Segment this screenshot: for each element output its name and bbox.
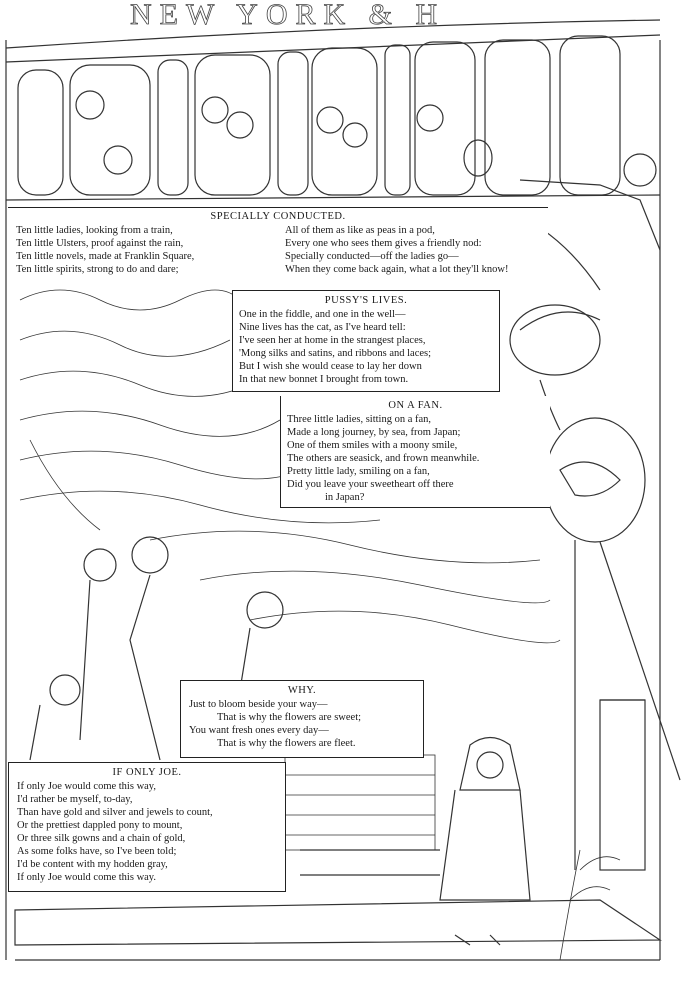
poem-line: If only Joe would come this way, [17,781,157,792]
poem-line: Ten little spirits, strong to do and dare; [16,264,179,275]
poem-line: But I wish she would cease to lay her down [239,361,422,372]
train-window [312,48,377,195]
poem-line: Than have gold and silver and jewels to count, [17,807,213,818]
poem-line: Or the prettiest dappled pony to mount, [17,820,183,831]
poem-line: As some folks have, so I've been told; [17,846,177,857]
poem-line: Ten little ladies, looking from a train, [16,225,173,236]
brick-wall [285,755,435,850]
poem-title: WHY. [287,685,317,696]
poem-line: Pretty little lady, smiling on a fan, [287,466,430,477]
poem-line: In that new bonnet I brought from town. [239,374,409,385]
train-window [485,40,550,195]
house-doorway [575,540,645,870]
poem-line: All of them as like as peas in a pod, [285,225,435,236]
train-window [560,36,620,195]
poem-line: 'Mong silks and satins, and ribbons and laces; [239,348,432,359]
poem-line: That is why the flowers are sweet; [217,712,362,723]
poem-line: You want fresh ones every day— [189,725,329,736]
poem-line: If only Joe would come this way. [17,872,157,883]
poem-line: Just to bloom beside your way— [189,699,328,710]
poem-pussys-lives [232,290,500,392]
poem-line: When they come back again, what a lot they'll know! [285,264,509,275]
train-window [385,45,410,195]
potted-plant [560,850,620,960]
train-window [158,60,188,195]
poem-line: Or three silk gowns and a chain of gold, [17,833,186,844]
poem-title: PUSSY'S LIVES. [324,295,408,306]
poem-line: One in the fiddle, and one in the well— [239,309,406,320]
masthead: NEW YORK & H [130,0,446,31]
poem-line: Ten little Ulsters, proof against the rain, [16,238,184,249]
poem-on-a-fan [280,396,550,508]
poem-line: Nine lives has the cat, as I've heard tell: [239,322,406,333]
poem-line: I'd be content with my hodden gray, [17,859,168,870]
poem-line: Made a long journey, by sea, from Japan; [287,427,461,438]
girl-figure [440,738,530,946]
poem-line: Ten little novels, made at Franklin Square, [16,251,195,262]
train-window [195,55,270,195]
poem-line: Three little ladies, sitting on a fan, [287,414,432,425]
poem-title: SPECIALLY CONDUCTED. [210,211,346,222]
poem-line: Specially conducted—off the ladies go— [285,251,459,262]
poem-line: Did you leave your sweetheart off there [287,479,454,490]
poem-title: ON A FAN. [388,400,443,411]
train-window [415,42,475,195]
poem-title: IF ONLY JOE. [112,767,182,778]
poem-line: That is why the flowers are fleet. [217,738,356,749]
poem-line: in Japan? [325,492,365,503]
train-window [70,65,150,195]
poem-specially-conducted [8,207,548,281]
poem-line: I've seen her at home in the strangest places, [239,335,426,346]
poem-if-only-joe [8,762,286,892]
train-window [18,70,63,195]
poem-why [180,680,424,758]
poem-line: I'd rather be myself, to-day, [17,794,133,805]
poem-line: The others are seasick, and frown meanwhile. [287,453,480,464]
poem-line: One of them smiles with a moony smile, [287,440,458,451]
train-window [278,52,308,195]
poem-line: Every one who sees them gives a friendly nod: [285,238,482,249]
